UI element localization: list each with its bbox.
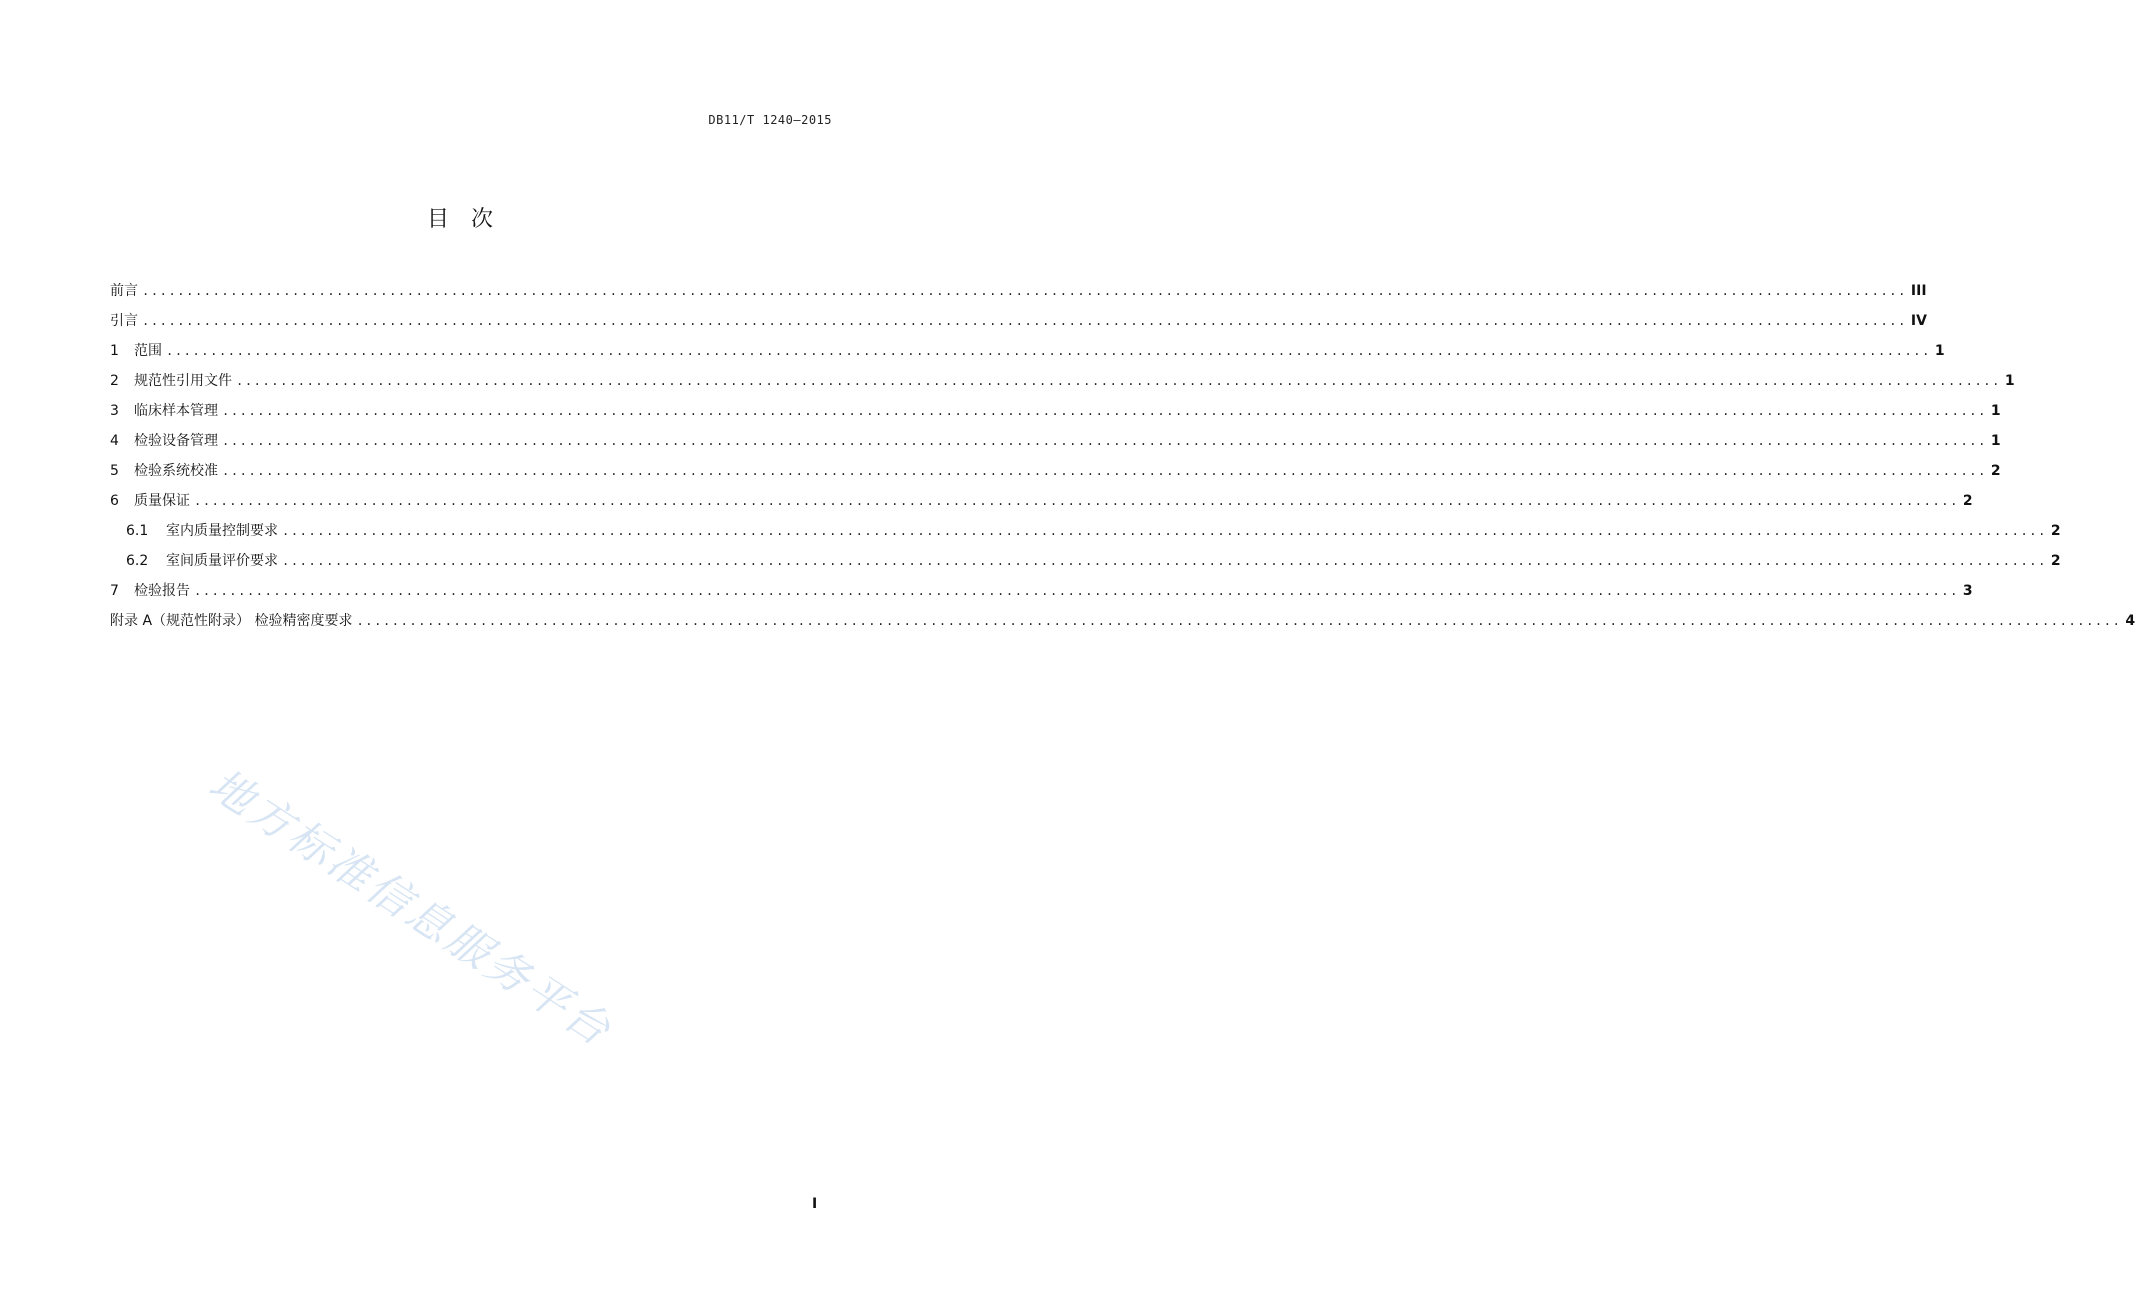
toc-entry-label: 室间质量评价要求	[166, 553, 278, 569]
toc-entry-number: 7	[110, 583, 119, 599]
toc-entry-page: 2	[1990, 463, 2001, 479]
toc-entry-number: 6.1	[126, 523, 149, 539]
toc-entry-page: 1	[1934, 343, 1945, 359]
toc-entry-label: 引言	[110, 313, 138, 329]
toc-entry-number: 1	[110, 343, 119, 359]
toc-entry-2[interactable]	[110, 366, 2015, 396]
toc-entry-number: 2	[110, 373, 119, 389]
dot-leader: ........................................................................................................................................................................................................	[282, 524, 2047, 538]
dot-leader: ........................................................................................................................................................................................................	[222, 434, 1987, 448]
toc-entry-label: 检验报告	[134, 583, 190, 599]
dot-leader: ........................................................................................................................................................................................................	[222, 404, 1987, 418]
dot-leader: ........................................................................................................................................................................................................	[222, 464, 1987, 478]
dot-leader: ........................................................................................................................................................................................................	[282, 554, 2047, 568]
toc-entry-label: 规范性引用文件	[134, 373, 232, 389]
toc-entry-page: III	[1910, 283, 1927, 299]
toc-entry-6[interactable]	[110, 486, 1973, 516]
toc-entry-7[interactable]	[110, 576, 1973, 606]
toc-entry-number: 6.2	[126, 553, 149, 569]
toc-entry-appendix-a[interactable]	[110, 606, 2135, 636]
toc-entry-3[interactable]	[110, 396, 2001, 426]
toc-entry-page: IV	[1910, 313, 1927, 329]
dot-leader: ........................................................................................................................................................................................................	[142, 314, 1907, 328]
toc-entry-label: 范围	[134, 343, 162, 359]
dot-leader: ........................................................................................................................................................................................................	[142, 284, 1907, 298]
toc-entry-6-2[interactable]	[110, 546, 2061, 576]
toc-entry-page: 1	[2004, 373, 2015, 389]
toc-entry-foreword[interactable]	[110, 276, 1927, 306]
toc-entry-label: 检验设备管理	[134, 433, 218, 449]
dot-leader: ........................................................................................................................................................................................................	[236, 374, 2001, 388]
document-code: DB11/T 1240—2015	[708, 113, 832, 127]
toc-entry-label: 质量保证	[134, 493, 190, 509]
toc-entry-label: 临床样本管理	[134, 403, 218, 419]
table-of-contents	[110, 276, 2135, 636]
page-number: I	[812, 1196, 818, 1212]
toc-entry-page: 1	[1990, 403, 2001, 419]
toc-entry-page: 2	[2050, 523, 2061, 539]
toc-entry-number: 6	[110, 493, 119, 509]
toc-entry-page: 3	[1962, 583, 1973, 599]
toc-entry-number: 4	[110, 433, 119, 449]
toc-title: 目次	[426, 207, 515, 232]
toc-entry-number: 3	[110, 403, 119, 419]
toc-entry-page: 2	[1962, 493, 1973, 509]
dot-leader: ........................................................................................................................................................................................................	[194, 494, 1959, 508]
toc-entry-1[interactable]	[110, 336, 1945, 366]
toc-entry-5[interactable]	[110, 456, 2001, 486]
watermark: 地方标准信息服务平台	[199, 759, 622, 1058]
toc-entry-label: 附录 A（规范性附录） 检验精密度要求	[110, 613, 353, 629]
toc-entry-page: 4	[2125, 613, 2135, 629]
toc-entry-4[interactable]	[110, 426, 2001, 456]
toc-entry-page: 1	[1990, 433, 2001, 449]
toc-entry-6-1[interactable]	[110, 516, 2061, 546]
toc-entry-label: 前言	[110, 283, 138, 299]
toc-entry-page: 2	[2050, 553, 2061, 569]
toc-entry-label: 检验系统校准	[134, 463, 218, 479]
dot-leader: ........................................................................................................................................................................................................	[356, 614, 2122, 628]
dot-leader: ........................................................................................................................................................................................................	[194, 584, 1959, 598]
dot-leader: ........................................................................................................................................................................................................	[166, 344, 1931, 358]
toc-entry-introduction[interactable]	[110, 306, 1927, 336]
toc-entry-label: 室内质量控制要求	[166, 523, 278, 539]
toc-entry-number: 5	[110, 463, 119, 479]
